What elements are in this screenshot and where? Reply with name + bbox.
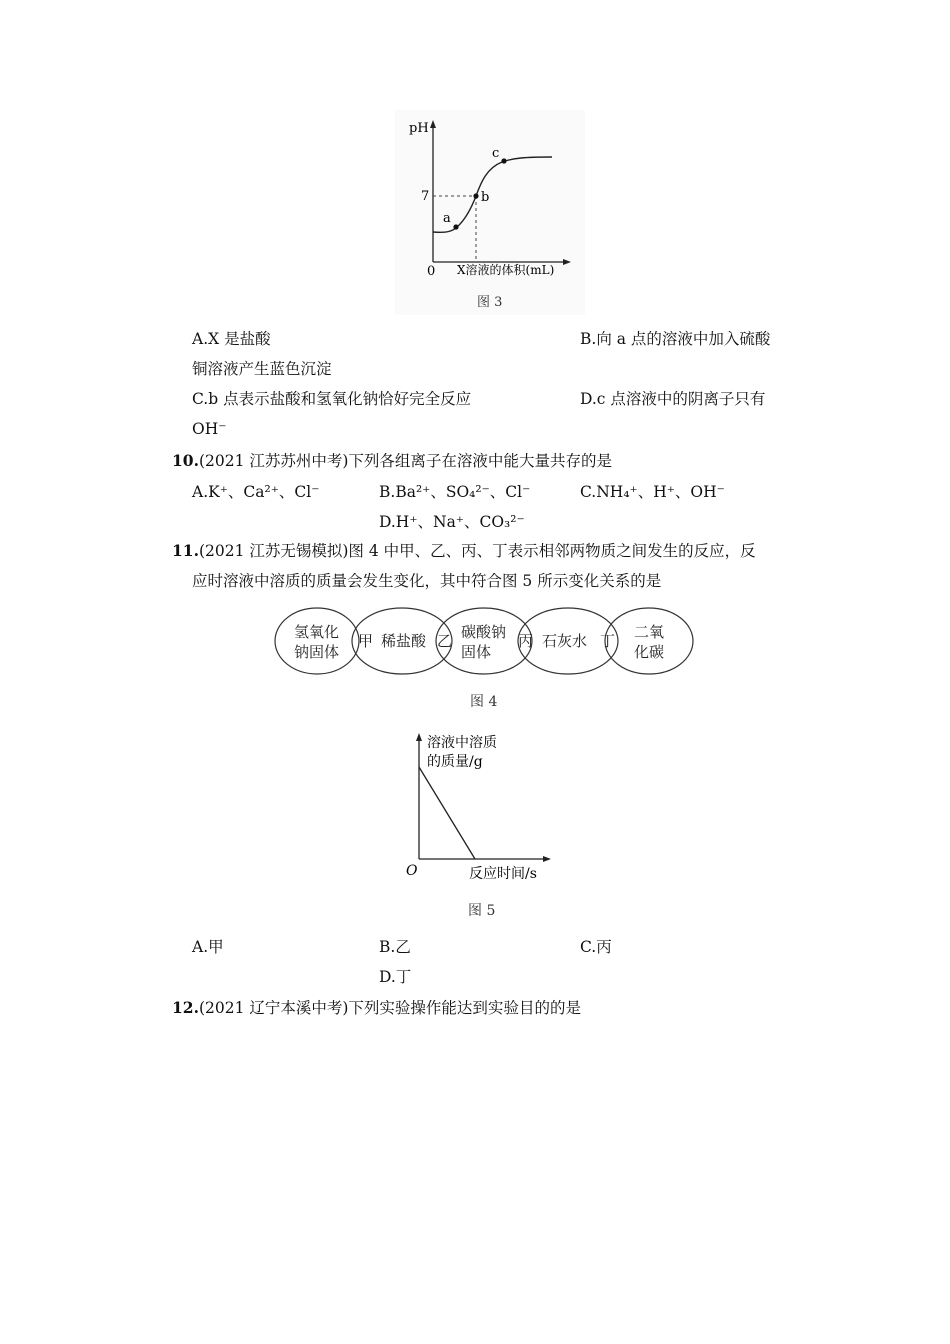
- label-na2co3-2: 固体: [461, 643, 492, 661]
- figure-4-reaction-chain: [270, 606, 705, 686]
- figure-5-solute-mass-chart: [400, 722, 560, 887]
- q12-number: 12.: [172, 998, 199, 1017]
- q11-option-a: A.甲: [192, 938, 224, 956]
- figure-3-caption: 图 3: [477, 295, 503, 310]
- figure-4-caption: 图 4: [470, 694, 498, 710]
- q10-option-c: C.NH₄⁺、H⁺、OH⁻: [580, 483, 725, 501]
- label-bing: 丙: [518, 632, 534, 650]
- tick-7: 7: [421, 189, 430, 204]
- point-c: [501, 158, 506, 163]
- y-axis-arrow: [416, 733, 422, 741]
- q11-option-d: D.丁: [379, 968, 412, 986]
- label-a: a: [443, 211, 451, 226]
- ylabel-2: 的质量/g: [427, 754, 483, 770]
- q12-text: (2021 辽宁本溪中考)下列实验操作能达到实验目的的是: [198, 999, 581, 1017]
- q10-option-a: A.K⁺、Ca²⁺、Cl⁻: [192, 483, 320, 501]
- q10-text: (2021 江苏苏州中考)下列各组离子在溶液中能大量共存的是: [198, 452, 612, 470]
- q9-option-a: A.X 是盐酸: [192, 330, 271, 348]
- q11-option-c: C.丙: [580, 938, 612, 956]
- q11-stem-line2: 应时溶液中溶质的质量会发生变化，其中符合图 5 所示变化关系的是: [192, 572, 662, 590]
- q11-stem-line1: [172, 541, 756, 561]
- label-naoh-1: 氢氧化: [294, 623, 340, 641]
- label-na2co3-1: 碳酸钠: [461, 623, 507, 641]
- ylabel-ph: pH: [409, 121, 429, 136]
- q10-option-b: B.Ba²⁺、SO₄²⁻、Cl⁻: [379, 483, 531, 501]
- q9-option-d-cont: OH⁻: [192, 420, 227, 438]
- x-axis-arrow: [543, 856, 551, 862]
- label-yi: 乙: [437, 632, 453, 650]
- circle-naoh: [275, 608, 359, 674]
- origin-label: 0: [427, 264, 436, 279]
- q9-option-b-cont: 铜溶液产生蓝色沉淀: [192, 360, 332, 378]
- q9-option-d: D.c 点溶液中的阴离子只有: [580, 390, 766, 408]
- q9-option-b: B.向 a 点的溶液中加入硫酸: [580, 330, 771, 348]
- label-jia: 甲: [358, 632, 374, 650]
- q10-option-d: D.H⁺、Na⁺、CO₃²⁻: [379, 513, 525, 531]
- ylabel-1: 溶液中溶质: [427, 735, 497, 751]
- label-co2-1: 二氧: [634, 623, 665, 641]
- label-limewater: 石灰水: [542, 632, 588, 650]
- q11-number: 11.: [172, 541, 199, 560]
- xlabel: X溶液的体积(mL): [457, 263, 555, 277]
- point-b: [473, 193, 478, 198]
- q10-stem: [172, 451, 612, 471]
- label-b: b: [481, 190, 490, 205]
- label-c: c: [492, 146, 500, 161]
- label-co2-2: 化碳: [634, 643, 665, 661]
- label-hcl: 稀盐酸: [381, 632, 427, 650]
- mass-line: [419, 767, 475, 859]
- q9-option-c: C.b 点表示盐酸和氢氧化钠恰好完全反应: [192, 390, 472, 408]
- figure-5-caption: 图 5: [468, 903, 496, 919]
- label-naoh-2: 钠固体: [294, 643, 340, 661]
- xlabel: 反应时间/s: [469, 866, 537, 882]
- q11-option-b: B.乙: [379, 938, 411, 956]
- point-a: [453, 224, 458, 229]
- label-ding: 丁: [600, 632, 616, 650]
- q10-number: 10.: [172, 451, 199, 470]
- q11-text-1: (2021 江苏无锡模拟)图 4 中甲、乙、丙、丁表示相邻两物质之间发生的反应，反: [198, 542, 756, 560]
- q12-stem: [172, 998, 581, 1018]
- figure-3-ph-curve: [395, 110, 585, 315]
- origin-label: O: [406, 863, 418, 879]
